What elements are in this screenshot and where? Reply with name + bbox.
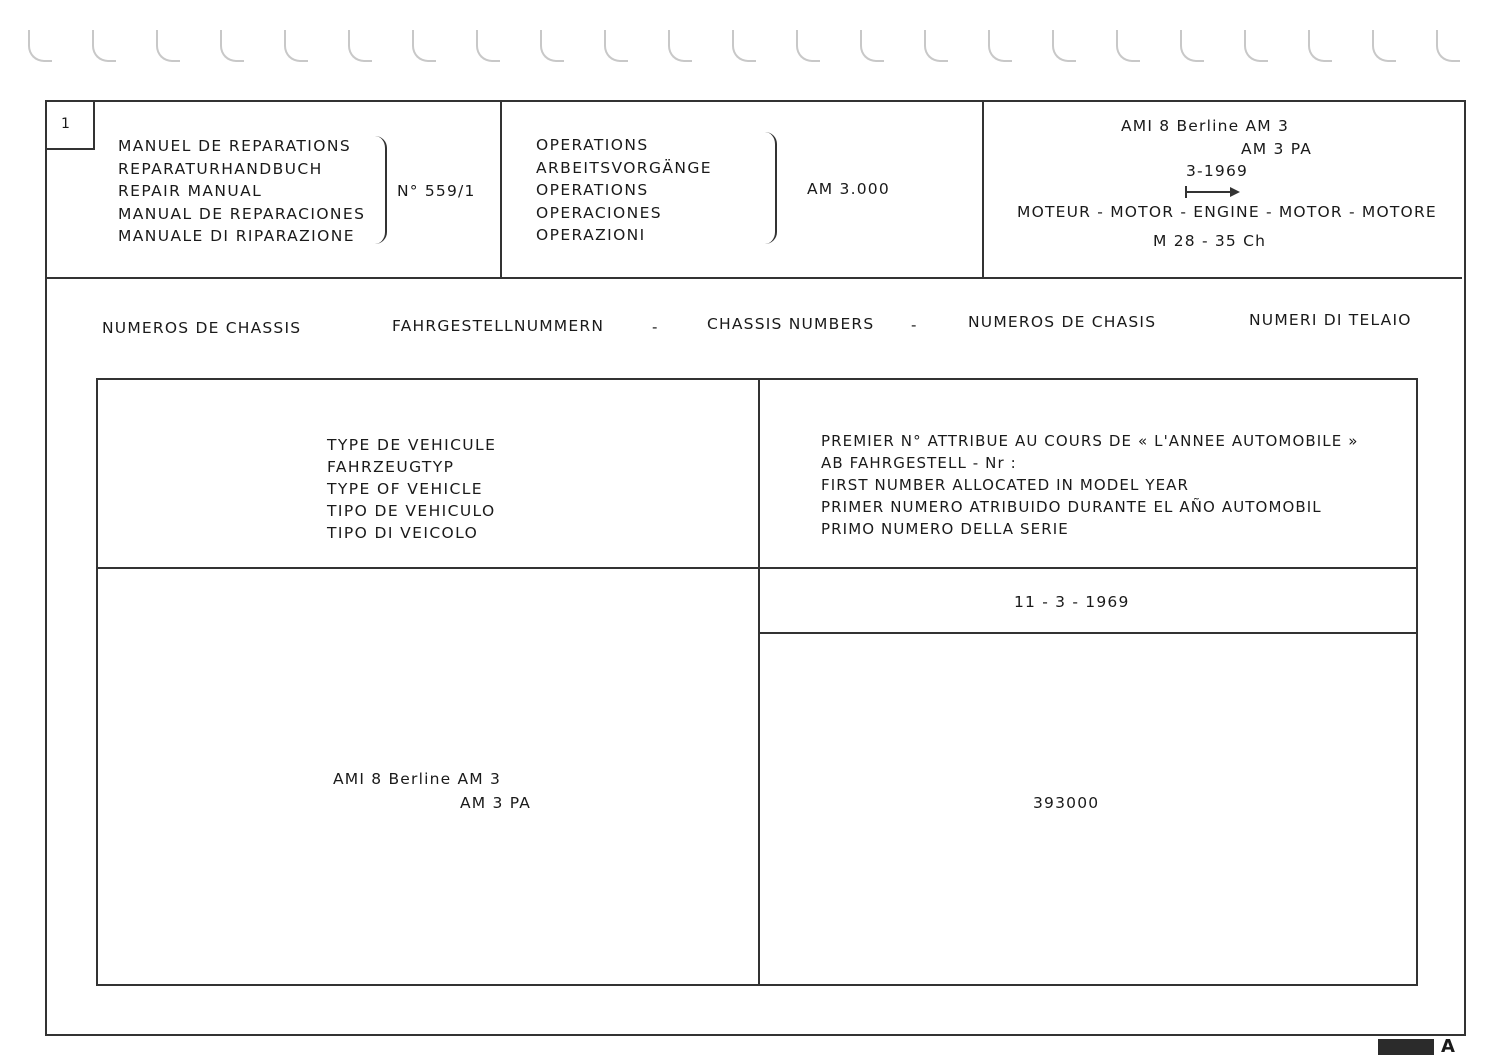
manual-title-de: REPARATURHANDBUCH <box>118 159 323 178</box>
binding-hole <box>1308 30 1332 62</box>
chassis-title-en: CHASSIS NUMBERS <box>707 315 875 333</box>
binding-hole <box>1052 30 1076 62</box>
binding-hole <box>92 30 116 62</box>
binding-hole <box>348 30 372 62</box>
chassis-title-es: NUMEROS DE CHASIS <box>968 313 1157 331</box>
chassis-title-it: NUMERI DI TELAIO <box>1249 311 1412 329</box>
model-variant: AM 3 PA <box>1241 140 1313 158</box>
binding-hole <box>796 30 820 62</box>
binding-hole <box>1116 30 1140 62</box>
operation-code: AM 3.000 <box>807 180 890 198</box>
operations-title-de: ARBEITSVORGÄNGE <box>536 158 712 177</box>
chassis-title-fr: NUMEROS DE CHASSIS <box>102 319 302 337</box>
header-line: FIRST NUMBER ALLOCATED IN MODEL YEAR <box>821 476 1190 494</box>
model-line: AMI 8 Berline AM 3 <box>1121 117 1290 135</box>
binding-hole <box>540 30 564 62</box>
date-from: 3-1969 <box>1186 162 1249 180</box>
header-line: TYPE DE VEHICULE <box>327 436 497 454</box>
brace <box>765 132 777 244</box>
engine-spec: M 28 - 35 Ch <box>1153 232 1267 250</box>
manual-title-fr: MANUEL DE REPARATIONS <box>118 137 352 155</box>
sheet-letter: A <box>1441 1036 1455 1057</box>
chassis-title-de: FAHRGESTELLNUMMERN <box>392 317 605 335</box>
footer-bar <box>1378 1039 1434 1055</box>
header-line: TIPO DI VEICOLO <box>327 524 479 542</box>
manual-title-es: MANUAL DE REPARACIONES <box>118 204 366 223</box>
page-number: 1 <box>45 100 95 150</box>
header-line: TYPE OF VEHICLE <box>327 480 483 498</box>
vehicle-type: AMI 8 Berline AM 3 <box>333 770 502 788</box>
manual-title-en: REPAIR MANUAL <box>118 182 263 200</box>
header-line: AB FAHRGESTELL - Nr : <box>821 454 1017 472</box>
operations-title-fr: OPERATIONS <box>536 136 649 154</box>
brace <box>375 136 387 244</box>
binding-hole <box>1372 30 1396 62</box>
binding-hole <box>1436 30 1460 62</box>
vehicle-type-header <box>327 434 496 544</box>
header-line: FAHRZEUGTYP <box>327 458 455 476</box>
binding-hole <box>860 30 884 62</box>
series-date: 11 - 3 - 1969 <box>1014 593 1130 611</box>
first-chassis-number: 393000 <box>1033 794 1100 812</box>
binding-hole <box>732 30 756 62</box>
operations-title-it: OPERAZIONI <box>536 226 646 244</box>
binding-hole <box>988 30 1012 62</box>
first-number-header <box>821 430 1358 540</box>
binding-hole <box>668 30 692 62</box>
table-divider <box>758 632 1416 634</box>
engine-label: MOTEUR - MOTOR - ENGINE - MOTOR - MOTORE <box>1017 203 1437 221</box>
vehicle-variant: AM 3 PA <box>460 794 532 812</box>
binding-hole <box>924 30 948 62</box>
operations-titles <box>536 134 712 247</box>
header-line: PREMIER N° ATTRIBUE AU COURS DE « L'ANNEE AUTOMOBILE » <box>821 432 1359 450</box>
arrow-right-icon <box>1186 191 1236 193</box>
binding-hole <box>412 30 436 62</box>
manual-titles <box>118 135 365 248</box>
header-line: PRIMO NUMERO DELLA SERIE <box>821 520 1069 538</box>
separator: - <box>652 318 658 336</box>
manual-number: N° 559/1 <box>397 182 476 200</box>
binding-hole <box>604 30 628 62</box>
binding-hole <box>476 30 500 62</box>
table-divider <box>98 567 1416 569</box>
header-line: TIPO DE VEHICULO <box>327 502 496 520</box>
binding-hole <box>156 30 180 62</box>
binding-hole <box>28 30 52 62</box>
binding-holes <box>0 30 1500 70</box>
binding-hole <box>220 30 244 62</box>
binding-hole <box>284 30 308 62</box>
binding-hole <box>1180 30 1204 62</box>
header-block <box>45 100 1462 279</box>
operations-title-es: OPERACIONES <box>536 203 663 222</box>
chassis-table <box>96 378 1418 986</box>
operations-title-en: OPERATIONS <box>536 181 649 199</box>
header-line: PRIMER NUMERO ATRIBUIDO DURANTE EL AÑO AUTOMOBIL <box>821 498 1322 516</box>
binding-hole <box>1244 30 1268 62</box>
table-divider <box>758 380 760 984</box>
separator: - <box>911 316 917 334</box>
manual-title-it: MANUALE DI RIPARAZIONE <box>118 227 355 245</box>
header-divider <box>982 100 984 277</box>
header-divider <box>500 100 502 277</box>
